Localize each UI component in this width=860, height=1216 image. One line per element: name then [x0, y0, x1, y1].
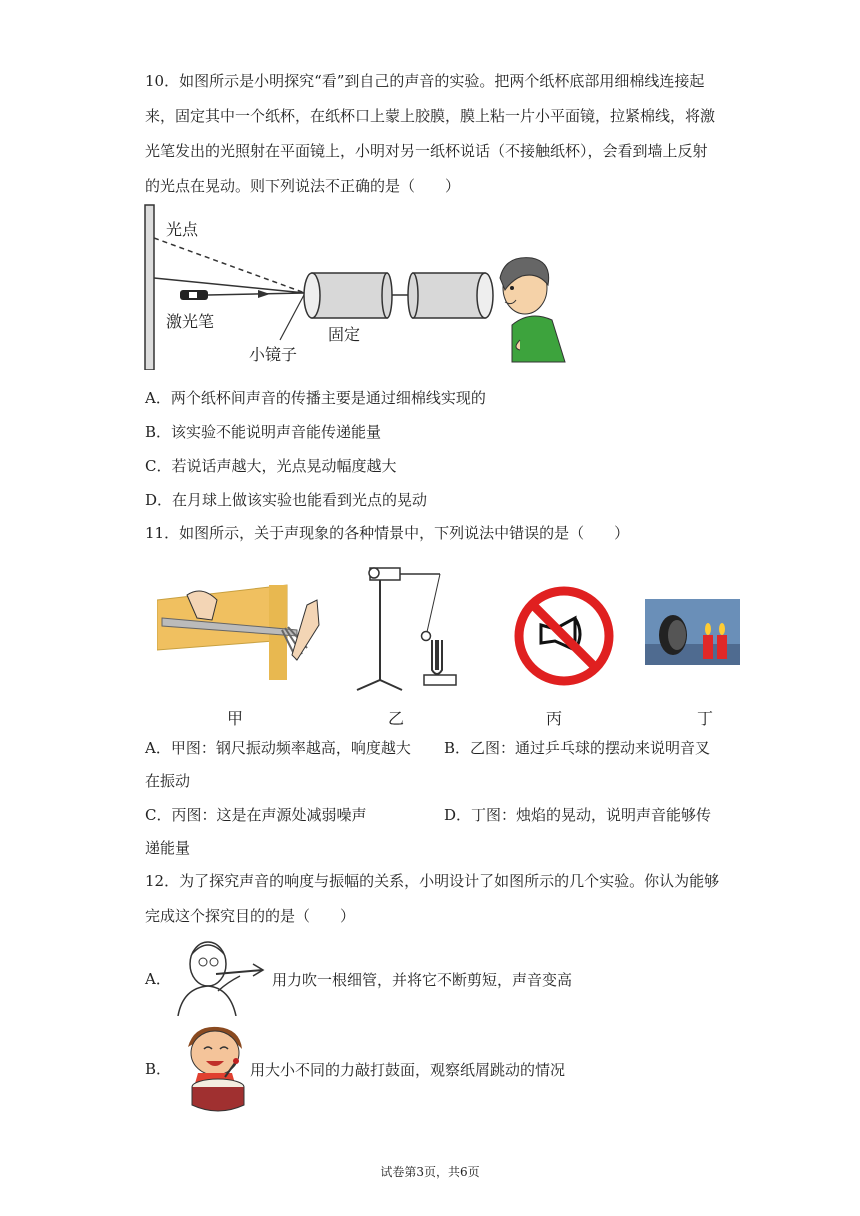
- q10-line-4: 的光点在晃动。则下列说法不正确的是（ ）: [145, 177, 461, 195]
- caption-bing: 丙: [546, 709, 563, 728]
- label-laser-pen: 激光笔: [166, 312, 215, 331]
- q12-option-b-text: 用大小不同的力敲打鼓面，观察纸屑跳动的情况: [250, 1061, 566, 1079]
- q11-option-b-cont: 在振动: [145, 772, 191, 790]
- caption-yi: 乙: [388, 709, 405, 728]
- q12-option-a-text: 用力吹一根细管，并将它不断剪短，声音变高: [272, 971, 573, 989]
- figure-bing-no-horn-sign: [513, 585, 615, 687]
- q10-line-1: 10．如图所示是小明探究“看”到自己的声音的实验。把两个纸杯底部用细棉线连接起: [145, 72, 705, 90]
- q12-line-2: 完成这个探究目的的是（ ）: [145, 907, 356, 925]
- speaking-cup: [413, 273, 485, 318]
- q11-option-b: B．乙图：通过乒乓球的摆动来说明音叉: [444, 739, 711, 757]
- q10-line-2: 来，固定其中一个纸杯，在纸杯口上蒙上胶膜，膜上粘一片小平面镜，拉紧棉线，将激: [145, 107, 716, 125]
- q11-option-d: D．丁图：烛焰的晃动，说明声音能够传: [444, 806, 712, 824]
- mirror-pointer: [280, 293, 305, 340]
- caption-jia: 甲: [227, 709, 244, 728]
- q10-option-a: A．两个纸杯间声音的传播主要是通过细棉线实现的: [145, 389, 486, 407]
- q12-option-a-letter: A．: [145, 970, 171, 988]
- q11-stem: 11．如图所示，关于声现象的各种情景中，下列说法中错误的是（ ）: [145, 524, 630, 542]
- q12-option-b-letter: B．: [145, 1060, 172, 1078]
- q12-line-1: 12．为了探究声音的响度与振幅的关系，小明设计了如图所示的几个实验。你认为能够: [145, 872, 720, 890]
- label-small-mirror: 小镜子: [249, 345, 298, 364]
- figure-ding-candles: [645, 599, 740, 665]
- boy-drumming-icon: [180, 1025, 255, 1115]
- q10-option-c: C．若说话声越大，光点晃动幅度越大: [145, 457, 397, 475]
- q10-line-3: 光笔发出的光照射在平面镜上，小明对另一纸杯说话（不接触纸杯），会看到墙上反射: [145, 142, 708, 160]
- q11-option-a: A．甲图：钢尺振动频率越高，响度越大: [145, 739, 411, 757]
- wall: [145, 205, 154, 370]
- caption-ding: 丁: [697, 709, 714, 728]
- q10-option-b: B．该实验不能说明声音能传递能量: [145, 423, 382, 441]
- q11-option-c: C．丙图：这是在声源处减弱噪声: [145, 806, 367, 824]
- label-fixed: 固定: [328, 325, 361, 344]
- boy-icon: [500, 258, 565, 362]
- figure-jia-ruler: [157, 580, 345, 680]
- label-light-spot: 光点: [166, 220, 199, 239]
- fixed-cup: [312, 273, 387, 318]
- page-footer: 试卷第3页，共6页: [380, 1165, 480, 1179]
- q10-option-d: D．在月球上做该实验也能看到光点的晃动: [145, 491, 428, 509]
- figure-yi-tuning-fork: [352, 560, 477, 695]
- q11-option-d-cont: 递能量: [145, 839, 191, 857]
- man-blowing-tube-icon: [168, 936, 273, 1016]
- incident-ray: [208, 293, 305, 295]
